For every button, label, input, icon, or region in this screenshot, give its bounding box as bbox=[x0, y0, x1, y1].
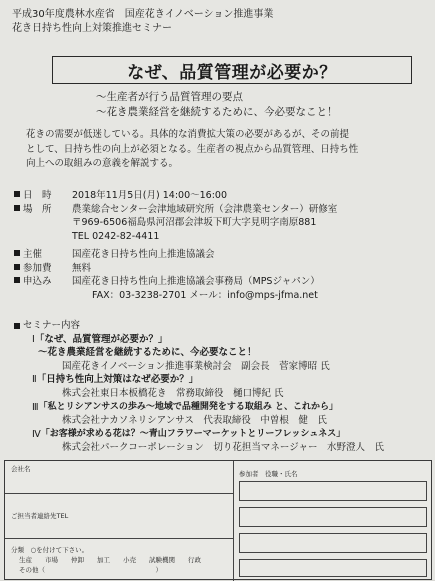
fee-label: 参加費 bbox=[23, 262, 52, 274]
seminar-item-1-speaker bbox=[14, 360, 384, 374]
item-title: 「私とリシアンサスの歩み～地域で品種開発をする取組み と、これから」 bbox=[38, 401, 338, 412]
seminar-item-3-speaker bbox=[14, 414, 384, 428]
company-name-field[interactable] bbox=[19, 469, 227, 491]
info-fee bbox=[14, 262, 337, 276]
tel-value: TEL 0242-82-4411 bbox=[72, 230, 160, 242]
organizer-value: 国産花き日持ち性向上推進協議会 bbox=[72, 249, 215, 260]
event-info bbox=[14, 189, 337, 302]
contact-tel-field[interactable] bbox=[19, 519, 227, 537]
info-organizer bbox=[14, 248, 337, 262]
organizer-label: 主催 bbox=[23, 249, 43, 260]
subtitle-2: ～花き農業経営を継続するために、今必要なこと！ bbox=[96, 106, 338, 118]
attendee-field-4[interactable] bbox=[239, 559, 427, 577]
seminar-heading-label: セミナー内容 bbox=[23, 320, 81, 331]
seminar-item-2 bbox=[14, 373, 384, 387]
category-label: 分類 ○を付けて下さい。 bbox=[11, 546, 89, 554]
flyer-header bbox=[12, 8, 273, 36]
address-value: 〒969-6506福島県河沼郡会津坂下町大字見明字南原881 bbox=[72, 217, 317, 228]
item-number: Ⅱ bbox=[32, 374, 37, 386]
date-value: 2018年11月5日(月) 14:00～16:00 bbox=[72, 190, 227, 201]
date-label: 日 時 bbox=[23, 190, 52, 201]
bullet-square-icon bbox=[14, 264, 20, 270]
item-speaker: 株式会社パークコーポレーション 切り花担当マネージャー 水野澄人 氏 bbox=[62, 442, 385, 454]
company-label: 会社名 bbox=[11, 465, 31, 473]
item-title: 「お客様が求める花は？～青山フラワーマーケットとリーフレッシュネス」 bbox=[40, 428, 346, 439]
attendee-field-1[interactable] bbox=[239, 481, 427, 501]
apply-value: 国産花き日持ち性向上推進協議会事務局（MPSジャパン） bbox=[72, 276, 320, 287]
page-title: なぜ、品質管理が必要か？ bbox=[127, 62, 337, 83]
bullet-square-icon bbox=[14, 323, 20, 329]
item-number: Ⅰ bbox=[32, 333, 35, 345]
attendee-field-3[interactable] bbox=[239, 533, 427, 553]
intro-paragraph bbox=[26, 128, 421, 172]
fax-email: FAX：03-3238-2701 メール：info@mps-jfma.net bbox=[92, 289, 318, 301]
category-other[interactable]: その他（ ） bbox=[19, 566, 162, 574]
intro-line-3: 向上への取組みの意義を解説する。 bbox=[26, 158, 179, 169]
item-number: Ⅲ bbox=[32, 401, 39, 413]
subtitles bbox=[96, 90, 338, 120]
seminar-program bbox=[14, 319, 384, 455]
item-title: 「なぜ、品質管理が必要か？」 bbox=[34, 333, 168, 345]
item-subtitle: ～花き農業経営を継続するために、今必要なこと！ bbox=[38, 347, 257, 359]
info-date bbox=[14, 189, 337, 203]
seminar-item-4-speaker bbox=[14, 441, 384, 455]
registration-form bbox=[4, 460, 432, 580]
intro-line-1: 花きの需要が低迷している。具体的な消費拡大策の必要があるが、その前提 bbox=[26, 129, 350, 140]
item-speaker: 株式会社ナカソネリシアンサス 代表取締役 中曽根 健 氏 bbox=[62, 415, 327, 427]
subtitle-1: ～生産者が行う品質管理の要点 bbox=[96, 91, 243, 103]
item-number: Ⅳ bbox=[32, 428, 41, 440]
fee-value: 無料 bbox=[72, 262, 92, 274]
bullet-square-icon bbox=[14, 191, 20, 197]
bullet-square-icon bbox=[14, 205, 20, 211]
info-place bbox=[14, 203, 337, 217]
seminar-item-1-subtitle bbox=[14, 346, 384, 360]
attendee-label: 参加者 役職・氏名 bbox=[239, 470, 298, 478]
header-program: 平成30年度農林水産省 国産花きイノベーション推進事業 bbox=[12, 9, 274, 20]
bullet-square-icon bbox=[14, 277, 20, 283]
info-address bbox=[14, 216, 337, 230]
info-apply bbox=[14, 275, 337, 289]
seminar-heading bbox=[14, 319, 384, 333]
item-speaker: 国産花きイノベーション推進事業検討会 副会長 菅家博昭 氏 bbox=[62, 360, 330, 372]
intro-line-2: として、日持ち性の向上が必須となる。生産者の視点から品質管理、日持ち性 bbox=[26, 143, 359, 155]
seminar-item-3 bbox=[14, 401, 384, 415]
item-speaker: 株式会社東日本板橋花き 常務取締役 樋口博紀 氏 bbox=[62, 387, 284, 399]
seminar-item-1 bbox=[14, 333, 384, 347]
place-value: 農業総合センター会津地域研究所（会津農業センター）研修室 bbox=[72, 203, 338, 215]
info-tel bbox=[14, 230, 337, 244]
attendee-field-2[interactable] bbox=[239, 507, 427, 527]
place-label: 場 所 bbox=[23, 203, 52, 215]
header-seminar: 花き日持ち性向上対策推進セミナー bbox=[12, 23, 172, 34]
contact-tel-label: ご担当者連絡先TEL bbox=[11, 512, 69, 520]
title-box bbox=[52, 56, 412, 84]
bullet-square-icon bbox=[14, 250, 20, 256]
seminar-item-4 bbox=[14, 428, 384, 442]
category-options[interactable]: 生産 市場 仲卸 加工 小売 試験機関 行政 bbox=[19, 556, 201, 564]
seminar-item-2-speaker bbox=[14, 387, 384, 401]
apply-label: 申込み bbox=[23, 276, 52, 287]
item-title: 「日持ち性向上対策はなぜ必要か？」 bbox=[36, 374, 199, 386]
info-fax bbox=[14, 289, 337, 303]
